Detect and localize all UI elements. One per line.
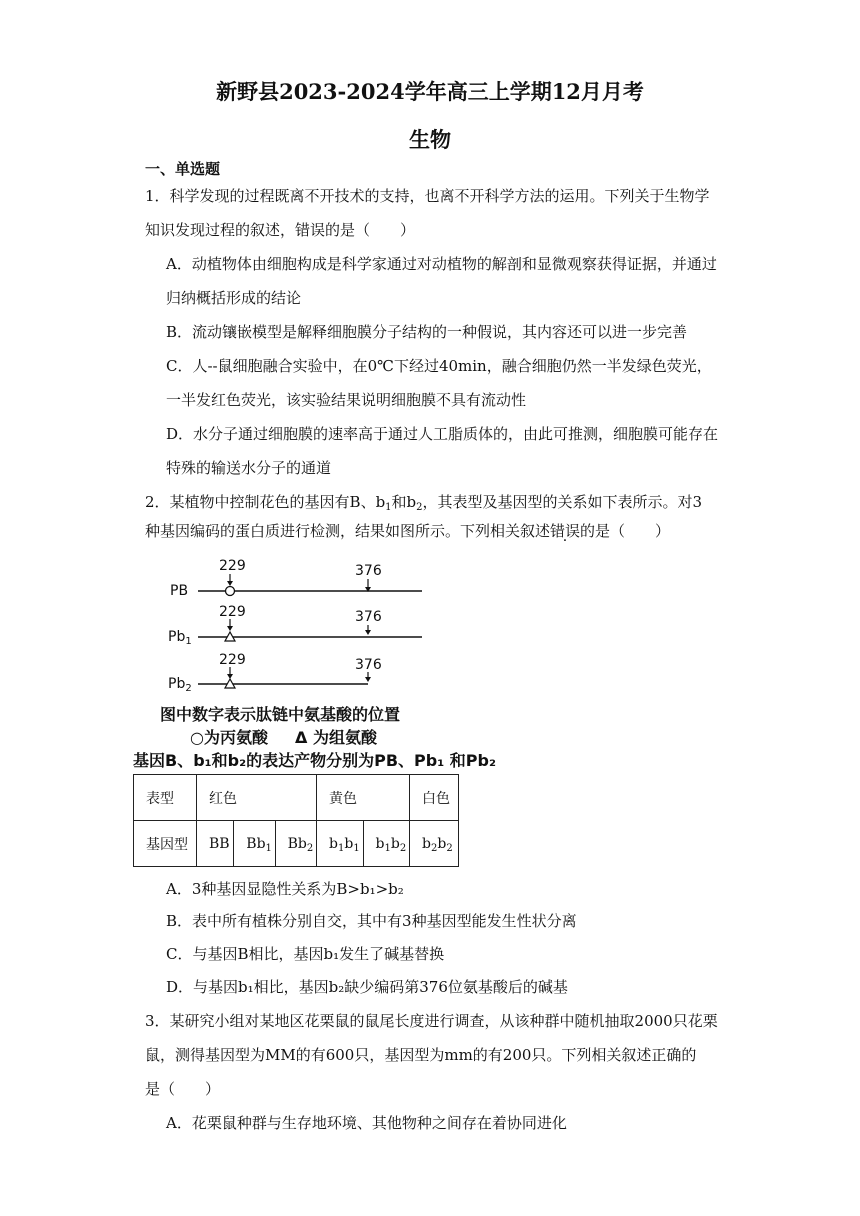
question-1-stem-line2: 知识发现过程的叙述，错误的是（ ）	[145, 221, 416, 239]
question-1-stem-line1: 1．科学发现的过程既离不开技术的支持，也离不开科学方法的运用。下列关于生物学	[145, 187, 710, 205]
question-2-option-b: B．表中所有植株分别自交，其中有3种基因型能发生性状分离	[166, 912, 577, 930]
question-1-option-c-cont: 一半发红色荧光，该实验结果说明细胞膜不具有流动性	[166, 391, 527, 409]
row-label-pb2: $Pb_2$	[168, 676, 192, 694]
question-1-option-c: C．人--鼠细胞融合实验中，在0℃下经过40min，融合细胞仍然一半发绿色荧光，	[166, 357, 712, 375]
row-label-pb1: $Pb_1$	[168, 629, 192, 647]
question-1-option-b: B．流动镶嵌模型是解释细胞膜分子结构的一种假说，其内容还可以进一步完善	[166, 323, 688, 341]
alanine-circle-icon	[226, 587, 235, 596]
question-1-option-d-cont: 特殊的输送水分子的通道	[166, 459, 332, 477]
row-label-pb: PB	[170, 583, 189, 599]
table-cell-genotype: $b_1b_1$	[317, 821, 364, 867]
table-cell-white: 白色	[410, 775, 459, 821]
row1-pos1-label: 229	[219, 558, 246, 574]
legend-histidine: Δ 为组氨酸	[295, 728, 377, 747]
table-header-phenotype: 表型	[134, 775, 197, 821]
question-1-option-d: D．水分子通过细胞膜的速率高于通过人工脂质体的，由此可推测，细胞膜可能存在	[166, 425, 719, 443]
legend-alanine: ○为丙氨酸	[190, 728, 268, 747]
emphasis-word: 错误	[550, 522, 581, 540]
question-3-stem-line1: 3．某研究小组对某地区花栗鼠的鼠尾长度进行调查，从该种群中随机抽取2000只花栗	[145, 1012, 718, 1030]
table-cell-genotype: $Bb_1$	[234, 821, 275, 867]
question-2-option-c: C．与基因B相比，基因b₁发生了碱基替换	[166, 945, 445, 963]
question-2-option-a: A．3种基因显隐性关系为B>b₁>b₂	[166, 880, 404, 898]
document-title: 新野县2023-2024学年高三上学期12月月考	[216, 79, 644, 104]
table-cell-genotype: BB	[197, 821, 234, 867]
table-cell-red: 红色	[197, 775, 317, 821]
table-cell-genotype: $b_1b_2$	[363, 821, 410, 867]
question-2-stem-line1: 2．某植物中控制花色的基因有B、$b_1$和$b_2$，其表型及基因型的关系如下表所示。对3	[145, 493, 703, 513]
question-3-stem-line2: 鼠，测得基因型为MM的有600只，基因型为mm的有200只。下列相关叙述正确的	[145, 1046, 697, 1064]
table-cell-genotype: $b_2b_2$	[410, 821, 459, 867]
row3-pos1-label: 229	[219, 652, 246, 668]
table-row	[134, 775, 459, 821]
figure-caption: 图中数字表示肽链中氨基酸的位置	[160, 705, 401, 724]
row2-pos1-label: 229	[219, 604, 246, 620]
question-1-option-a: A．动植物体由细胞构成是科学家通过对动植物的解剖和显微观察获得证据，并通过	[166, 255, 717, 273]
genotype-table	[133, 774, 459, 867]
row1-pos2-label: 376	[355, 563, 382, 579]
figure-note: 基因B、b₁和b₂的表达产物分别为PB、Pb₁ 和Pb₂	[133, 751, 496, 770]
question-3-stem-line3: 是（ ）	[145, 1080, 221, 1098]
table-cell-genotype: $Bb_2$	[275, 821, 316, 867]
table-cell-yellow: 黄色	[317, 775, 410, 821]
question-2-stem-line2: 种基因编码的蛋白质进行检测，结果如图所示。下列相关叙述错误的是（ ）	[145, 522, 671, 540]
table-header-genotype: 基因型	[134, 821, 197, 867]
row3-pos2-label: 376	[355, 657, 382, 673]
question-2-option-d: D．与基因b₁相比，基因b₂缺少编码第376位氨基酸后的碱基	[166, 978, 568, 996]
row2-pos2-label: 376	[355, 609, 382, 625]
question-1-option-a-cont: 归纳概括形成的结论	[166, 289, 302, 307]
peptide-diagram	[160, 555, 440, 695]
section-heading: 一、单选题	[145, 160, 221, 178]
subject-title: 生物	[409, 127, 451, 152]
question-3-option-a: A．花栗鼠种群与生存地环境、其他物种之间存在着协同进化	[166, 1114, 567, 1132]
table-row	[134, 821, 459, 867]
